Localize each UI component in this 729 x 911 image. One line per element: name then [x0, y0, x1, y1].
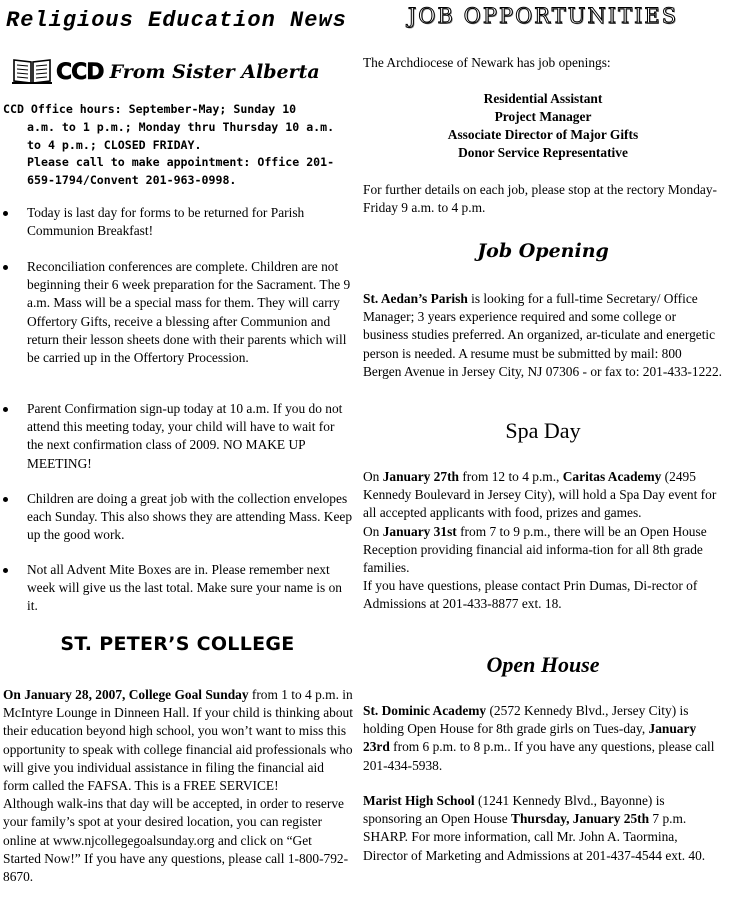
job-item: Donor Service Representative	[458, 145, 628, 160]
list-item-text: Not all Advent Mite Boxes are in. Please remember next week will give us the last total. Make sure your name is on it.	[27, 562, 342, 614]
spc-text: from 1 to 4 p.m. in McIntyre Lounge in Dinneen Hall. If your child is thinking about their education beyond high school, you won’t want to miss this opportunity to speak with college financial aid professionals who will give you individual assistance in filing the financial aid form called the FAFSA. This is a FREE SERVICE!	[3, 687, 353, 794]
date: January 31st	[382, 523, 457, 539]
section-heading-st-peters-college: ST. PETER’S COLLEGE	[60, 633, 295, 655]
text: (2495 Kennedy Boulevard in Jersey City), will hold a Spa Day event for all accepted applicants with food, prizes and games.	[363, 469, 717, 521]
list-item	[27, 204, 354, 240]
bullet-icon	[3, 568, 8, 573]
text: On	[363, 523, 383, 539]
list-item	[27, 400, 354, 473]
section-heading-spa-day: Spa Day	[505, 418, 581, 443]
job-list	[362, 90, 724, 162]
st-peters-college-text	[3, 686, 353, 886]
aedan-text: is looking for a full-time Secretary/ Office Manager; 3 years experience required and some college or business studies preferred. An organized, ar-ticulate and energetic person is needed. A resume must be submitted by mail: 800 Bergen Avenue in Jersey City, NJ 07306 - or fax to: 201-433-1222.	[363, 291, 723, 379]
list-item-text: Parent Confirmation sign-up today at 10 a.m. If you do not attend this meeting today, your child will have to wait for the next confirmation class of 2009. NO MAKE UP MEETING!	[27, 401, 343, 471]
job-item: Residential Assistant	[483, 91, 603, 106]
text: (1241 Kennedy Blvd., Bayonne) is sponsoring an Open House	[363, 793, 665, 827]
section-heading-open-house: Open House	[486, 652, 600, 677]
bullet-icon	[3, 265, 8, 270]
ccd-subtitle: From Sister Alberta	[109, 61, 320, 83]
list-item	[27, 561, 354, 616]
job-opening-text	[363, 290, 723, 381]
hours-line: 659-1794/Convent 201-963-0998.	[27, 173, 237, 188]
marist-text	[363, 792, 723, 865]
list-item	[27, 490, 354, 545]
archdiocese-intro: The Archdiocese of Newark has job openings:	[363, 55, 611, 70]
section-heading-job-opening: Job Opening	[477, 240, 609, 262]
hours-line: CCD Office hours: September-May; Sunday 10	[3, 102, 297, 116]
spc-text: Although walk-ins that day will be accepted, in order to reserve your family’s spot at your desired location, you can register online at www.njcollegegoalsunday.org and click on “Get Started Now!” If you have any questions, please call 1-800-792-8670.	[3, 796, 349, 885]
text: 7 p.m. SHARP. For more information, call Mr. John A. Taormina, Director of Marketing and Admissions at 201-437-4544 ext. 40.	[363, 811, 706, 863]
page-title: Religious Education News	[6, 8, 347, 33]
text: If you have questions, please contact Prin Dumas, Di-rector of Admissions at 201-433-8877 ext. 18.	[363, 578, 698, 612]
text: from 6 p.m. to 8 p.m.. If you have any questions, please call 201-434-5938.	[363, 739, 715, 773]
list-item-text: Reconciliation conferences are complete. Children are not beginning their 6 week preparation for the Sacrament. The 9 a.m. Mass will be a special mass for them. They will carry Offertory Gifts, receive a blessing after Communion and return their lesson sheets done with their parents which will be carried up in the Offertory Procession.	[27, 259, 351, 366]
date: Thursday, January 25th	[511, 811, 650, 827]
date: January 27th	[382, 469, 459, 484]
bullet-icon	[3, 407, 8, 412]
org-name: Caritas Academy	[562, 469, 662, 484]
text: from 7 to 9 p.m., there will be an Open House Reception providing financial aid informa-tion for all 8th grade families.	[363, 523, 707, 576]
st-dominic-text	[363, 702, 723, 775]
text: On	[363, 469, 383, 484]
hours-line: to 4 p.m.; CLOSED FRIDAY.	[27, 137, 202, 152]
date: January 23rd	[363, 721, 697, 755]
section-heading-job-opportunities: JOB OPPORTUNITIES	[407, 4, 679, 28]
spa-day-text	[363, 468, 723, 614]
ccd-logo-text: CCD	[56, 59, 104, 85]
bullet-icon	[3, 211, 8, 216]
job-item: Associate Director of Major Gifts	[447, 127, 639, 142]
hours-line: Please call to make appointment: Office 201-	[27, 155, 335, 170]
hours-line: a.m. to 1 p.m.; Monday thru Thursday 10 a.m.	[27, 119, 335, 134]
org-name: St. Dominic Academy	[363, 703, 487, 718]
text: from 12 to 4 p.m.,	[458, 469, 563, 484]
bullet-icon	[3, 497, 8, 502]
list-item	[27, 258, 354, 367]
spc-lead: On January 28, 2007, College Goal Sunday	[3, 687, 249, 702]
job-details: For further details on each job, please stop at the rectory Monday-Friday 9 a.m. to 4 p.m.	[363, 182, 717, 215]
ccd-office-hours	[3, 101, 353, 190]
book-icon	[12, 55, 52, 90]
list-item-text: Today is last day for forms to be returned for Parish Communion Breakfast!	[27, 205, 305, 239]
job-item: Project Manager	[494, 109, 592, 124]
org-name: Marist High School	[363, 793, 475, 808]
ccd-header	[12, 55, 320, 89]
list-item-text: Children are doing a great job with the collection envelopes each Sunday. This also shows they are attending Mass. Keep up the good work.	[27, 491, 353, 543]
aedan-lead: St. Aedan’s Parish	[363, 291, 468, 306]
text: (2572 Kennedy Blvd., Jersey City) is holding Open House for 8th grade girls on Tues-day,	[363, 703, 689, 737]
